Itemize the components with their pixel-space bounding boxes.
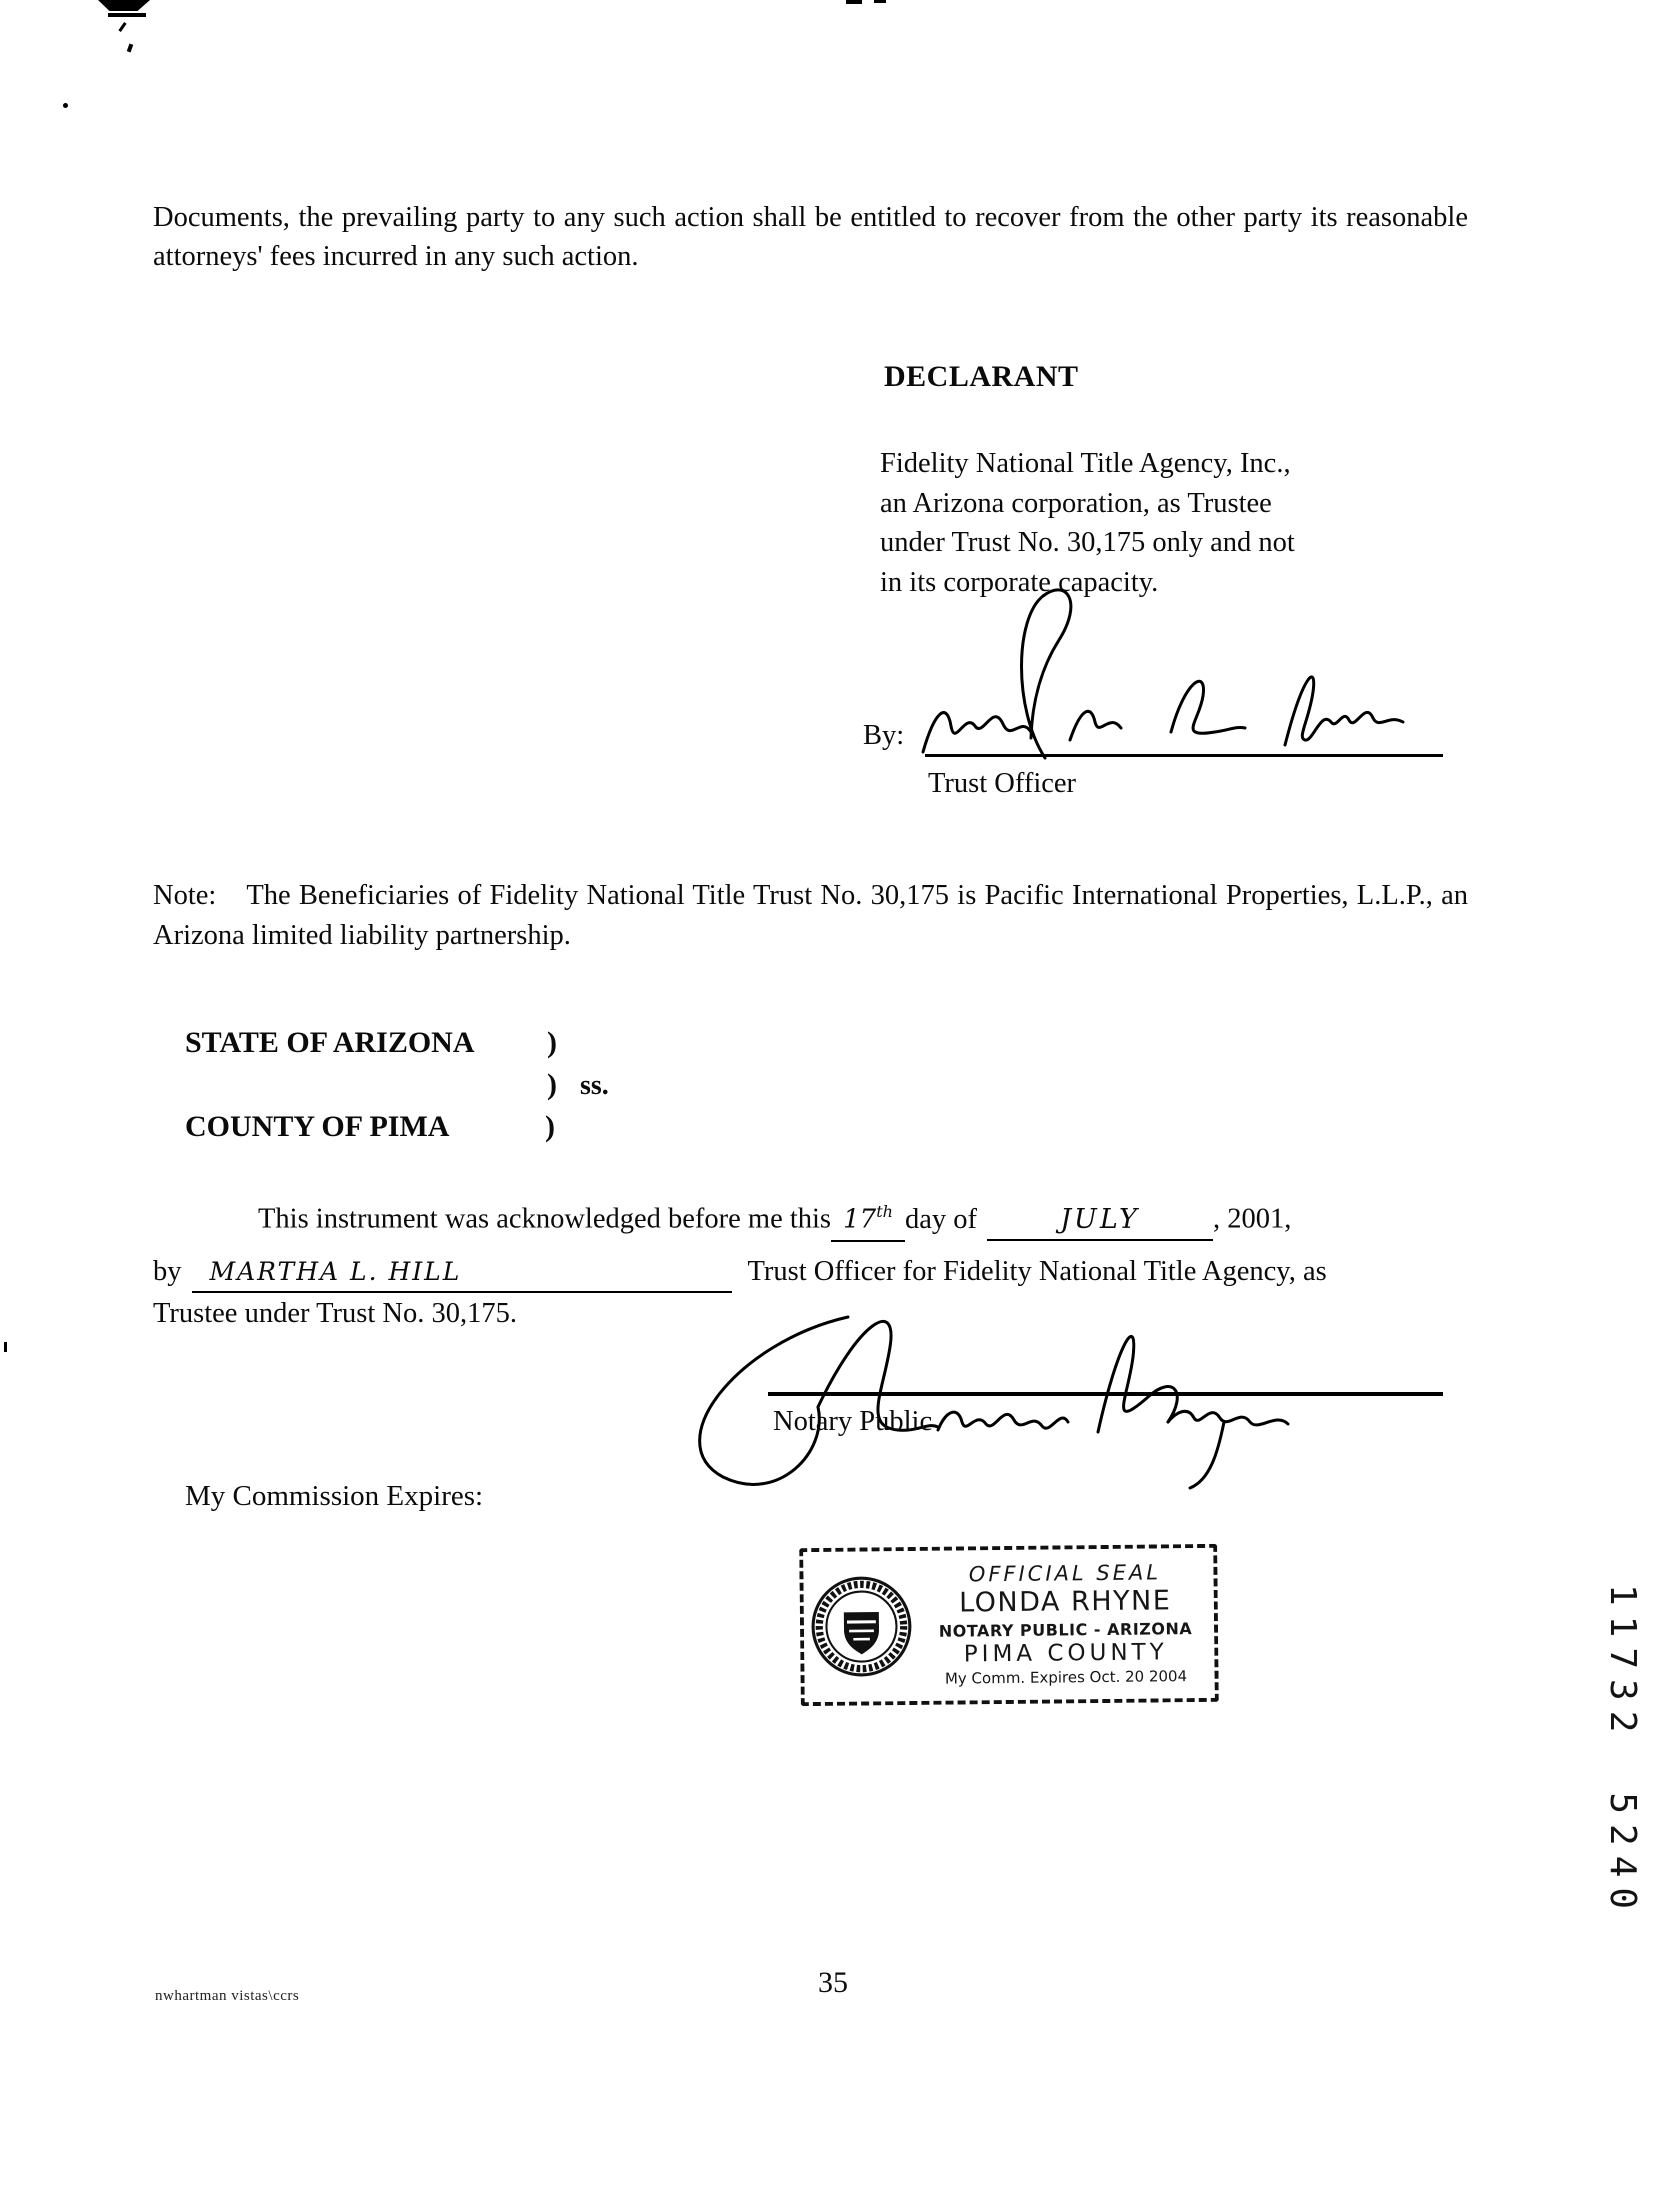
declarant-line: an Arizona corporation, as Trustee (880, 487, 1272, 519)
stamp-notary-title: NOTARY PUBLIC - ARIZONA (938, 1618, 1193, 1641)
stamp-notary-name: LONDA RHYNE (958, 1585, 1172, 1619)
scan-artifact-bar (108, 13, 146, 17)
stamp-county: PIMA COUNTY (963, 1638, 1168, 1668)
stamp-official-seal: OFFICIAL SEAL (968, 1560, 1162, 1587)
handwritten-day: 17 (843, 1204, 877, 1235)
jurat-paren: ) (547, 1068, 557, 1101)
by-signature-line (925, 754, 1443, 757)
handwritten-month: JULY (1060, 1203, 1140, 1235)
state-line: STATE OF ARIZONA (185, 1026, 475, 1059)
county-line: COUNTY OF PIMA (185, 1110, 450, 1143)
ack-line1-post: , 2001, (1213, 1203, 1292, 1235)
footer-file-path: nwhartman vistas\ccrs (155, 1988, 300, 2004)
declarant-block (880, 444, 1390, 602)
handwritten-name: MARTHA L. HILL (209, 1257, 462, 1286)
ack-line1-mid: day of (905, 1203, 978, 1235)
notary-public-label: Notary Public (773, 1406, 933, 1437)
handwritten-day-suffix: th (876, 1202, 893, 1221)
declarant-line: under Trust No. 30,175 only and not (880, 527, 1295, 558)
month-blank (987, 1200, 1213, 1241)
trust-officer-signature (885, 580, 1450, 765)
margin-recording-stamp (1602, 1584, 1643, 1919)
jurat-paren: ) (547, 1026, 557, 1059)
notary-stamp (799, 1544, 1219, 1706)
ack-line2-pre: by (153, 1256, 182, 1287)
declarant-heading: DECLARANT (884, 360, 1079, 393)
declarant-line: Fidelity National Title Agency, Inc., (880, 448, 1291, 479)
scan-artifact-tick (118, 22, 126, 32)
scan-artifact-dash-1 (846, 0, 862, 4)
ss-label: ss. (580, 1070, 609, 1101)
declarant-line: in its corporate capacity. (880, 566, 1159, 598)
acknowledgment-line-1 (258, 1192, 1291, 1242)
recording-number-1: 11732 (1602, 1584, 1643, 1743)
scan-artifact-dash-2 (874, 0, 886, 3)
note-text: The Beneficiaries of Fidelity National Title Trust No. 30,175 is Pacific International Properties, L.L.P., an Arizona limited liability partnership. (153, 880, 1468, 951)
notary-signature-line (768, 1392, 1443, 1396)
scan-artifact-speck (127, 44, 133, 53)
recording-number-2: 5240 (1602, 1792, 1643, 1920)
note-paragraph (153, 876, 1468, 956)
signer-title: Trust Officer (928, 768, 1077, 799)
arizona-seal-icon (809, 1574, 913, 1679)
notary-signature (628, 1282, 1358, 1497)
scan-artifact-edge-dash (4, 1342, 7, 1352)
notary-stamp-text (922, 1561, 1208, 1688)
commission-expires-label: My Commission Expires: (185, 1480, 484, 1512)
scan-artifact-wedge (98, 0, 150, 11)
jurat-paren: ) (545, 1110, 555, 1143)
attorneys-fees-paragraph: Documents, the prevailing party to any such action shall be entitled to recover from the other party its reasonable attorneys' fees incurred in any such action. (153, 202, 1468, 272)
by-label: By: (863, 720, 905, 751)
stamp-expiry: My Comm. Expires Oct. 20 2004 (944, 1667, 1188, 1688)
note-label: Note: (153, 880, 217, 911)
ack-line1-pre: This instrument was acknowledged before me this (258, 1203, 832, 1235)
page-number: 35 (818, 1966, 848, 1999)
day-blank (831, 1192, 905, 1242)
acknowledgment-line-3: Trustee under Trust No. 30,175. (153, 1298, 517, 1329)
scan-artifact-dot (63, 103, 68, 108)
ack-line2-post: Trust Officer for Fidelity National Title Agency, as (747, 1256, 1327, 1287)
